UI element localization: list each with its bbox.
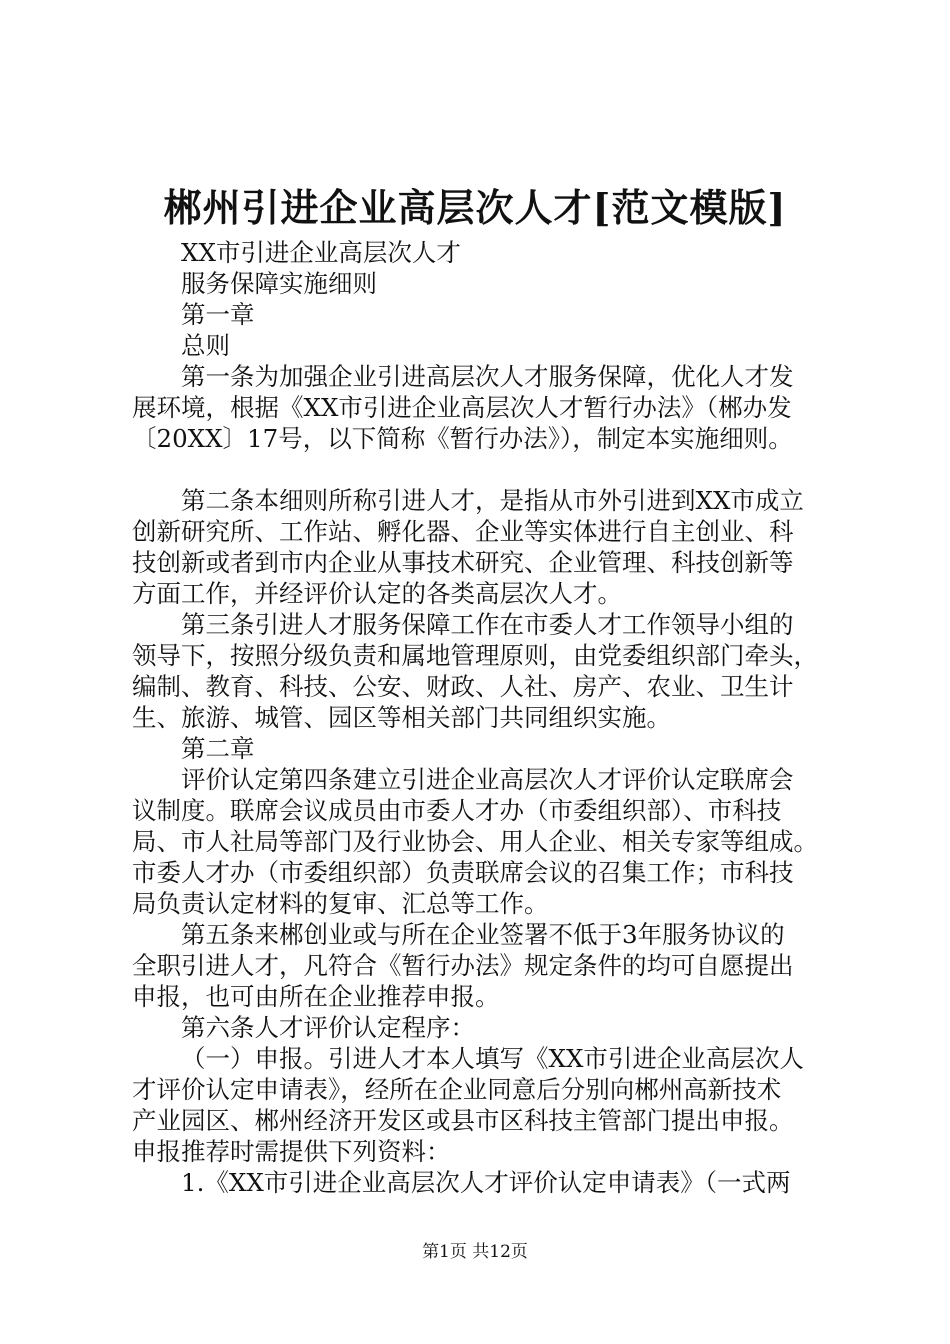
body-line: 评价认定第四条建立引进企业高层次人才评价认定联席会 — [181, 765, 794, 794]
body-line: 方面工作，并经评价认定的各类高层次人才。 — [132, 579, 622, 608]
body-line: 局负责认定材料的复审、汇总等工作。 — [132, 889, 549, 918]
body-line: 展环境，根据《XX市引进企业高层次人才暂行办法》（郴办发 — [132, 393, 792, 422]
body-line: 申报，也可由所在企业推荐申报。 — [132, 982, 500, 1011]
body-line: 第一章 — [181, 300, 255, 329]
page-number: 第1页 — [422, 1242, 467, 1262]
body-line: 编制、教育、科技、公安、财政、人社、房产、农业、卫生计 — [132, 672, 794, 701]
body-line: 产业园区、郴州经济开发区或县市区科技主管部门提出申报。 — [132, 1106, 794, 1135]
page-footer — [0, 1240, 950, 1264]
body-line: 市委人才办（市委组织部）负责联席会议的召集工作；市科技 — [132, 858, 794, 887]
body-line: （一）申报。引进人才本人填写《XX市引进企业高层次人 — [181, 1044, 804, 1073]
blank-line — [132, 454, 832, 485]
body-line: 技创新或者到市内企业从事技术研究、企业管理、科技创新等 — [132, 548, 794, 577]
body-line: XX市引进企业高层次人才 — [181, 238, 461, 267]
body-line: 总则 — [181, 331, 230, 360]
body-line: 领导下，按照分级负责和属地管理原则，由党委组织部门牵头， — [132, 641, 818, 670]
body-line: 创新研究所、工作站、孵化器、企业等实体进行自主创业、科 — [132, 517, 794, 546]
body-line: 局、市人社局等部门及行业协会、用人企业、相关专家等组成。 — [132, 827, 818, 856]
body-line: 1.《XX市引进企业高层次人才评价认定申请表》（一式两 — [181, 1168, 791, 1197]
body-line: 全职引进人才，凡符合《暂行办法》规定条件的均可自愿提出 — [132, 951, 794, 980]
body-line: 才评价认定申请表》，经所在企业同意后分别向郴州高新技术 — [132, 1075, 782, 1104]
document-body — [132, 237, 832, 1198]
body-line: 生、旅游、城管、园区等相关部门共同组织实施。 — [132, 703, 671, 732]
document-title: 郴州引进企业高层次人才[范文模版] — [163, 185, 787, 230]
body-line: 第三条引进人才服务保障工作在市委人才工作领导小组的 — [181, 610, 794, 639]
body-line: 服务保障实施细则 — [181, 269, 377, 298]
body-line: 第六条人才评价认定程序： — [181, 1013, 475, 1042]
body-line: 申报推荐时需提供下列资料： — [132, 1137, 451, 1166]
body-line: 第二章 — [181, 734, 255, 763]
body-line: 〔20XX〕17号，以下简称《暂行办法》），制定本实施细则。 — [132, 424, 793, 453]
body-line: 议制度。联席会议成员由市委人才办（市委组织部）、市科技 — [132, 796, 782, 825]
body-line: 第二条本细则所称引进人才，是指从市外引进到XX市成立 — [181, 486, 804, 515]
body-line: 第五条来郴创业或与所在企业签署不低于3年服务协议的 — [181, 920, 785, 949]
body-line: 第一条为加强企业引进高层次人才服务保障，优化人才发 — [181, 362, 794, 391]
page-total: 共12页 — [472, 1242, 528, 1262]
